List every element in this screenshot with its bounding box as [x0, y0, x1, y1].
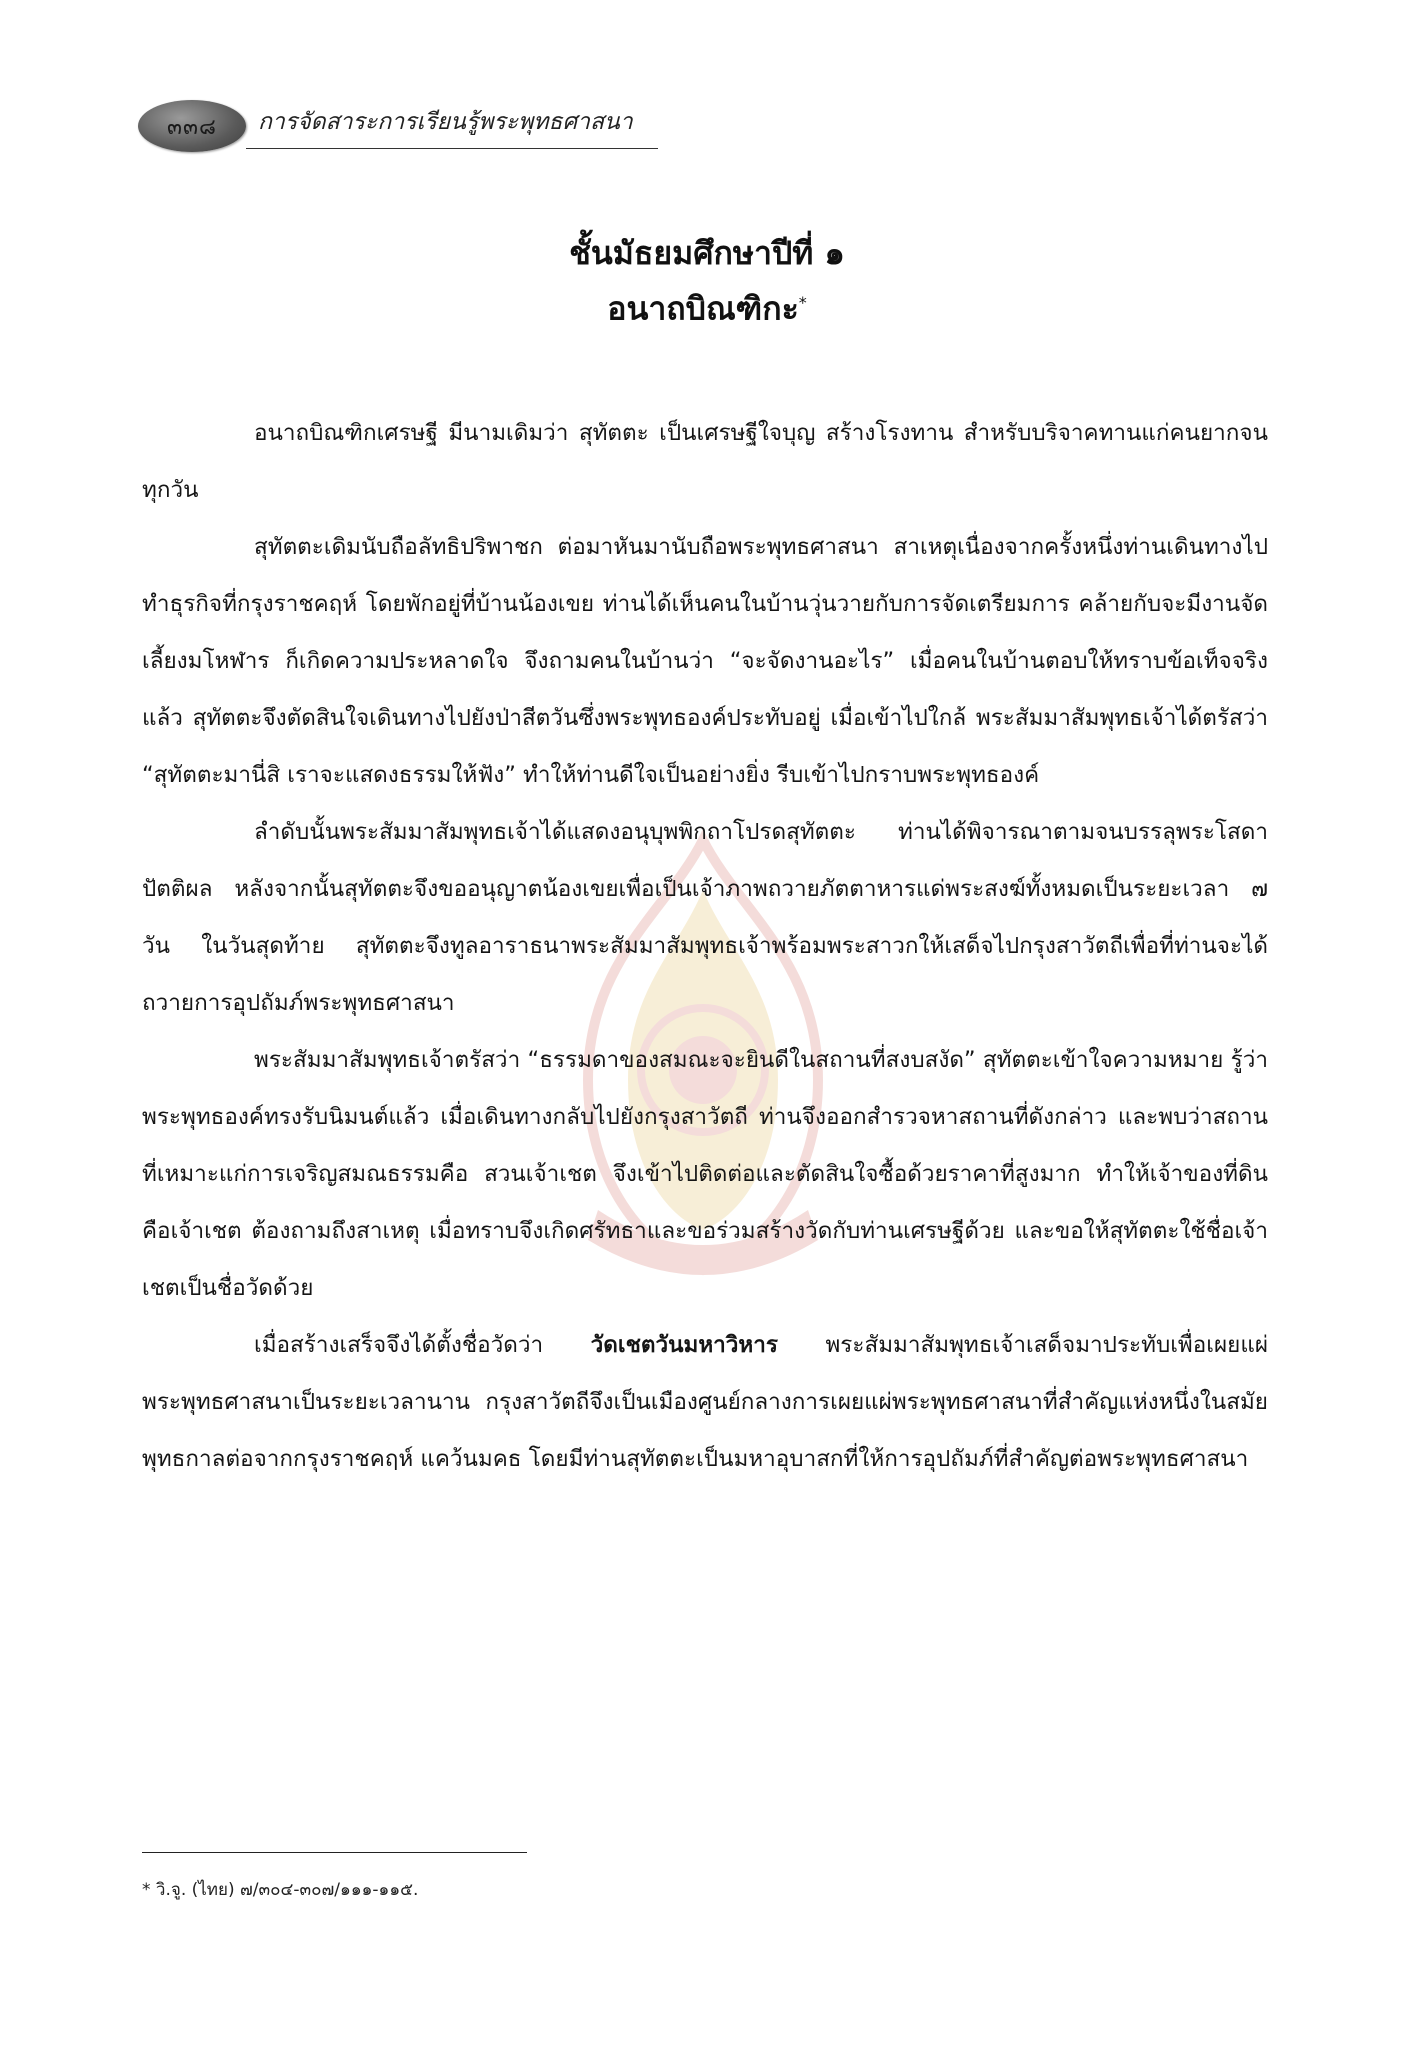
footnote: * วิ.จู. (ไทย) ๗/๓๐๔-๓๐๗/๑๑๑-๑๑๕.: [142, 1880, 419, 1900]
footnote-marker: *: [798, 293, 807, 312]
paragraph-3: ลำดับนั้นพระสัมมาสัมพุทธเจ้าได้แสดงอนุบุพพิกถาโปรดสุทัตตะ ท่านได้พิจารณาตามจนบรรลุพระโสดาปัตติผล หลังจากนั้นสุทัตตะจึงขออนุญาตน้องเขยเพื่อเป็นเจ้าภาพถวายภัตตาหารแด่พระสงฆ์ทั้งหมดเป็นระยะเวลา ๗ วัน ในวันสุดท้าย สุทัตตะจึงทูลอาราธนาพระสัมมาสัมพุทธเจ้าพร้อมพระสาวกให้เสด็จไปกรุงสาวัตถีเพื่อที่ท่านจะได้ถวายการอุปถัมภ์พระพุทธศาสนา: [142, 819, 1268, 1016]
page-number: ๓๓๘: [166, 114, 218, 140]
title-grade: ชั้นมัธยมศึกษาปีที่ ๑: [569, 234, 845, 272]
paragraph-5-end: พระสัมมาสัมพุทธเจ้าเสด็จมาประทับเพื่อเผยแผ่พระพุทธศาสนาเป็นระยะเวลานาน กรุงสาวัตถีจึงเป็นเมืองศูนย์กลางการเผยแผ่พระพุทธศาสนาที่สำคัญแห่งหนึ่งในสมัยพุทธกาลต่อจากกรุงราชคฤห์ แคว้นมคธ โดยมีท่านสุทัตตะเป็นมหาอุบาสกที่ให้การอุปถัมภ์ที่สำคัญต่อพระพุทธศาสนา: [142, 1332, 1269, 1472]
body-text: [142, 405, 1268, 1488]
paragraph-5-start: เมื่อสร้างเสร็จจึงได้ตั้งชื่อวัดว่า: [254, 1332, 591, 1358]
footnote-divider: [142, 1852, 527, 1853]
paragraph-5: [142, 1317, 1268, 1488]
title-name: อนาถบิณฑิกะ: [607, 289, 799, 328]
paragraph-4: พระสัมมาสัมพุทธเจ้าตรัสว่า “ธรรมดาของสมณะจะยินดีในสถานที่สงบสงัด” สุทัตตะเข้าใจความหมาย รู้ว่าพระพุทธองค์ทรงรับนิมนต์แล้ว เมื่อเดินทางกลับไปยังกรุงสาวัตถี ท่านจึงออกสำรวจหาสถานที่ดังกล่าว และพบว่าสถานที่เหมาะแก่การเจริญสมณธรรมคือ สวนเจ้าเชต จึงเข้าไปติดต่อและตัดสินใจซื้อด้วยราคาที่สูงมาก ทำให้เจ้าของที่ดินคือเจ้าเชต ต้องถามถึงสาเหตุ เมื่อทราบจึงเกิดศรัทธาและขอร่วมสร้างวัดกับท่านเศรษฐีด้วย และขอให้สุทัตตะใช้ชื่อเจ้าเชตเป็นชื่อวัดด้วย: [142, 1047, 1268, 1301]
page-header: [134, 92, 674, 162]
paragraph-1: อนาถบิณฑิกเศรษฐี มีนามเดิมว่า สุทัตตะ เป็นเศรษฐีใจบุญ สร้างโรงทาน สำหรับบริจาคทานแก่คนยากจนทุกวัน: [142, 420, 1268, 503]
title-heading: [0, 278, 1414, 334]
page-number-badge: [138, 100, 246, 152]
paragraph-2: สุทัตตะเดิมนับถือลัทธิปริพาชก ต่อมาหันมานับถือพระพุทธศาสนา สาเหตุเนื่องจากครั้งหนึ่งท่านเดินทางไปทำธุรกิจที่กรุงราชคฤห์ โดยพักอยู่ที่บ้านน้องเขย ท่านได้เห็นคนในบ้านวุ่นวายกับการจัดเตรียมการ คล้ายกับจะมีงานจัดเลี้ยงมโหฬาร ก็เกิดความประหลาดใจ จึงถามคนในบ้านว่า “จะจัดงานอะไร” เมื่อคนในบ้านตอบให้ทราบข้อเท็จจริงแล้ว สุทัตตะจึงตัดสินใจเดินทางไปยังป่าสีตวันซึ่งพระพุทธองค์ประทับอยู่ เมื่อเข้าไปใกล้ พระสัมมาสัมพุทธเจ้าได้ตรัสว่า “สุทัตตะมานี่สิ เราจะแสดงธรรมให้ฟัง” ทำให้ท่านดีใจเป็นอย่างยิ่ง รีบเข้าไปกราบพระพุทธองค์: [142, 534, 1268, 788]
header-rule: [246, 148, 658, 149]
temple-name: วัดเชตวันมหาวิหาร: [590, 1332, 778, 1358]
chapter-title: [0, 228, 1414, 334]
running-title: การจัดสาระการเรียนรู้พระพุทธศาสนา: [258, 109, 633, 135]
